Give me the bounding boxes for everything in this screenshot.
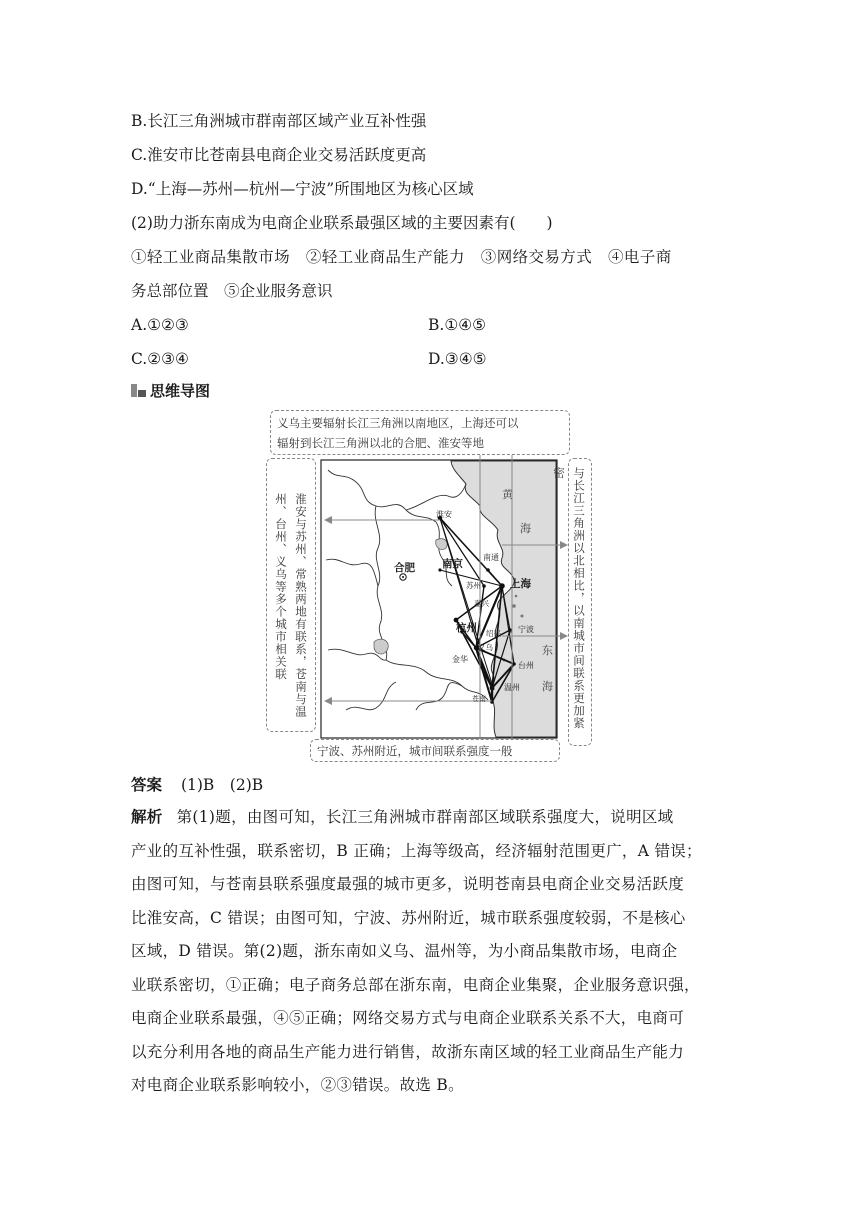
question-2-option-a: A.①②③	[131, 316, 189, 334]
map-label-taizhou: 台州	[518, 661, 534, 670]
map-label-huaian: 淮安	[436, 510, 452, 519]
analysis-label: 解析	[131, 807, 163, 826]
analysis-paragraph	[131, 800, 731, 1103]
map-label-hefei: 合肥	[394, 562, 415, 574]
map-label-hangzhou: 杭州	[456, 622, 477, 634]
analysis-text-1: 第(1)题，由图可知，长江三角洲城市群南部区域联系强度大，说明区域	[176, 808, 674, 826]
top-note-line1: 义乌主要辐射长江三角洲以南地区，上海还可以	[277, 416, 519, 430]
map-label-east-sea-2: 海	[542, 680, 553, 693]
analysis-line-2: 产业的互补性强，联系密切，B 正确；上海等级高，经济辐射范围更广，A 错误；	[131, 841, 702, 860]
mindmap-section-title	[131, 380, 210, 401]
question-2-factors-line2: 务总部位置 ⑤企业服务意识	[131, 282, 333, 300]
map-label-jiaxing: 嘉兴	[474, 599, 489, 608]
option-b: B.长江三角洲城市群南部区域产业互补性强	[131, 112, 427, 130]
question-2-option-b: B.①④⑤	[428, 316, 487, 334]
top-note-line2: 辐射到长江三角洲以北的合肥、淮安等地	[277, 436, 484, 450]
analysis-line-5: 区域，D 错误。第(2)题，浙东南如义乌、温州等，为小商品集散市场，电商企	[131, 942, 678, 960]
analysis-line-4: 比淮安高，C 错误；由图可知，宁波、苏州附近，城市联系强度较弱，不是核心	[131, 908, 686, 927]
map-label-jinhua: 金华	[452, 655, 468, 664]
mindmap-right-note	[552, 458, 592, 746]
map-label-wenzhou: 温州	[504, 683, 520, 692]
map-label-shanghai: 上海	[510, 578, 531, 590]
map-label-nanjing: 南京	[442, 558, 463, 570]
mindmap-bottom-note	[310, 739, 560, 762]
map-label-shaoxing: 绍兴	[486, 629, 501, 638]
question-2-option-c: C.②③④	[131, 350, 189, 368]
question-2-stem: (2)助力浙东南成为电商企业联系最强区域的主要因素有( )	[131, 214, 553, 232]
map-label-east-sea-1: 东	[542, 644, 553, 657]
bottom-note-text: 宁波、苏州附近，城市间联系强度一般	[317, 744, 513, 758]
map-label-ningbo: 宁波	[518, 625, 534, 634]
analysis-line-9: 对电商企业联系影响较小，②③错误。故选 B。	[131, 1076, 464, 1094]
question-2-option-d: D.③④⑤	[428, 350, 487, 368]
option-d: D.“上海—苏州—杭州—宁波”所围地区为核心区域	[131, 180, 474, 198]
map-label-yellow-sea-2: 海	[520, 522, 531, 535]
map-label-yellow-sea-1: 黄	[502, 488, 513, 501]
section-square-icon	[131, 384, 146, 397]
map-label-cangnan: 苍南	[472, 695, 486, 703]
answer-line	[131, 775, 263, 795]
answer-text: (1)B (2)B	[180, 776, 264, 794]
answer-label: 答案	[131, 775, 163, 794]
mindmap-top-note	[270, 410, 570, 455]
analysis-line-3: 由图可知，与苍南县联系强度最强的城市更多，说明苍南县电商企业交易活跃度	[131, 875, 685, 893]
map-label-yiwu: 义乌	[478, 643, 493, 652]
analysis-line-8: 以充分利用各地的商品生产能力进行销售，故浙东南区域的轻工业商品生产能力	[131, 1042, 685, 1061]
mindmap-title: 思维导图	[150, 382, 211, 400]
analysis-line-1	[131, 800, 731, 835]
analysis-line-7: 电商企业联系最强，④⑤正确；网络交易方式与电商企业联系关系不大，电商可	[131, 1009, 685, 1027]
right-note-text: 与长江三角洲以北相比，以南城市间联系更加紧密	[552, 467, 586, 730]
mindmap-figure	[266, 410, 592, 762]
option-c: C.淮安市比苍南县电商企业交易活跃度更高	[131, 146, 427, 164]
map-label-nantong: 南通	[483, 553, 499, 562]
question-2-factors-line1: ①轻工业商品集散市场 ②轻工业商品生产能力 ③网络交易方式 ④电子商	[131, 248, 672, 266]
analysis-line-6: 业联系密切，①正确；电子商务总部在浙东南，电商企业集聚，企业服务意识强，	[131, 975, 700, 994]
mindmap-left-note	[266, 458, 316, 732]
map-label-suzhou: 苏州	[466, 581, 481, 590]
left-note-text: 淮安与苏州、常熟两地有联系，苍南与温州、台州、义乌等多个城市相关联	[274, 493, 308, 718]
